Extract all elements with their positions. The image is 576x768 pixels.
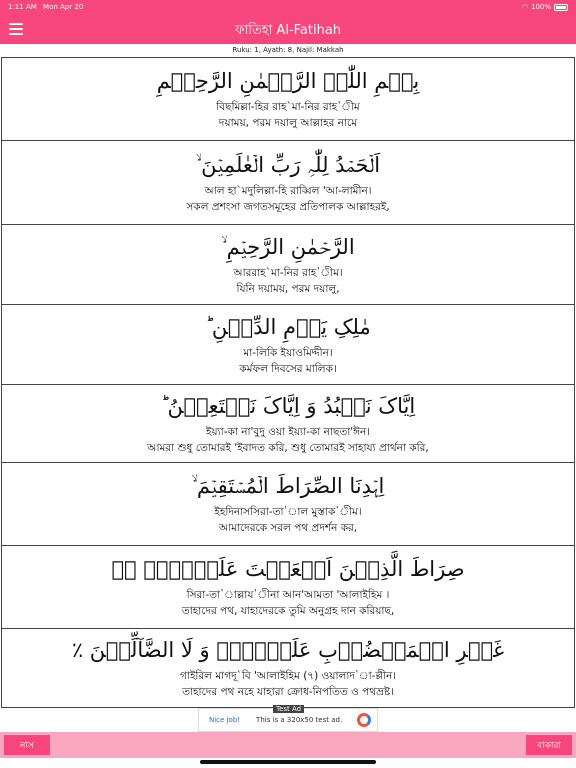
verse-meaning: দয়াময়, পরম দয়ালু আল্লাহর নামে [218,117,358,129]
verse-card [1,545,575,628]
verse-transliteration: আল হা`মদুলিল্লা-হি রাব্বিল 'আ-লামীন। [204,184,372,197]
verse-meaning: তাহাদের পথ, যাহাদেরকে তুমি অনুগ্রহ দান করিয়াছ, [181,605,395,617]
verse-arabic: مٰلِکِ یَوۡمِ الدِّیۡنِ ؕ [205,314,371,339]
ad-text: This is a 320x50 test ad. [256,716,343,724]
verse-card [1,57,575,140]
next-surah-button[interactable]: বাকারা [526,735,572,755]
wifi-icon: ◠ [521,3,528,11]
verse-arabic: اَلۡحَمۡدُ لِلّٰہِ رَبِّ الۡعٰلَمِیۡنَ ۙ [195,152,381,177]
verse-card [1,384,575,462]
status-left [8,3,87,11]
status-date: Mon Apr 20 [43,3,84,11]
verse-card [1,224,575,304]
verse-arabic: بِسۡمِ اللّٰہِ الرَّحۡمٰنِ الرَّحِیۡمِ [156,69,420,93]
verse-card [1,628,575,708]
previous-surah-button[interactable]: নাস [4,735,50,755]
verse-list [1,57,575,708]
ad-tag: Test Ad [273,705,304,713]
verse-arabic: الرَّحۡمٰنِ الرَّحِیۡمِ ۙ [221,234,355,259]
verse-arabic: صِرَاطَ الَّذِیۡنَ اَنۡعَمۡتَ عَلَیۡہِمۡ ۬ۙ [111,557,465,581]
ad-logo-icon [357,713,371,727]
verse-transliteration: সিরা-তা`াল্লায`ীনা আন'আমতা 'আলাইহিম । [186,589,390,601]
verse-arabic: اِیَّاکَ نَعۡبُدُ وَ اِیَّاکَ نَسۡتَعِیۡنُ ؕ [160,393,416,418]
verse-card [1,462,575,545]
battery-icon [554,4,568,11]
verse-transliteration: বিছমিল্লা-হির রাহ`মা-নির রাহ`ীম [216,101,360,113]
page-title: ফাতিহা Al-Fatihah [234,23,342,38]
verse-transliteration: আররাহ`মা-নির রাহ`ীম। [233,266,343,279]
verse-arabic: غَیۡرِ الۡمَغۡضُوۡبِ عَلَیۡہِمۡ وَ لَا الضَّآلِّیۡنَ ٪ [71,638,505,662]
status-right [522,3,568,11]
home-indicator [200,760,376,764]
ad-banner[interactable] [198,705,378,732]
verse-meaning: সকল প্রশংসা জগতসমূহের প্রতিপালক আল্লাহরই, [186,200,390,213]
verse-arabic: اِہۡدِنَا الصِّرَاطَ الۡمُسۡتَقِیۡمَ ۙ [191,474,385,498]
verse-meaning: আমাদেরকে সরল পথ প্রদর্শন কর, [218,522,358,534]
verse-meaning: তাহাদের পথ নহে যাহারা ক্রোধ-নিপতিত ও পথভ্রষ্ট। [182,686,394,698]
battery-percent: 100% [530,3,551,11]
verse-transliteration: ইহদিনাসসিরা-তা`াল মুস্তাক`ীম। [214,506,362,518]
verse-transliteration: মা-লিকি ইয়াওমিদ্দীন। [243,346,333,359]
verse-meaning: যিনি দয়াময়, পরম দয়ালু, [236,282,340,295]
surah-info: Ruku: 1, Ayath: 8, Najil: Makkah [232,46,344,54]
verse-card [1,140,575,224]
nav-bar [0,14,576,44]
verse-transliteration: ইয়্যা-কা না'বুদু ওয়া ইয়্যা-কা নাছতা'ঈন। [205,425,371,438]
verse-meaning: কর্মফল দিবসের মালিক। [239,362,337,375]
status-bar [0,0,576,14]
bottom-bar [0,732,576,758]
verse-card [1,304,575,384]
status-time: 1:11 AM [8,3,37,11]
ad-nice-text: Nice job! [209,716,241,724]
verse-transliteration: গাইরিল মাগদূ`বি 'আলাইহিম (৭) ওয়ালাদ`া-ল্লীন। [180,670,396,682]
verse-meaning: আমরা শুধু তোমারই 'ইবাদত করি, শুধু তোমারই সাহায্য প্রার্থনা করি, [147,441,429,454]
